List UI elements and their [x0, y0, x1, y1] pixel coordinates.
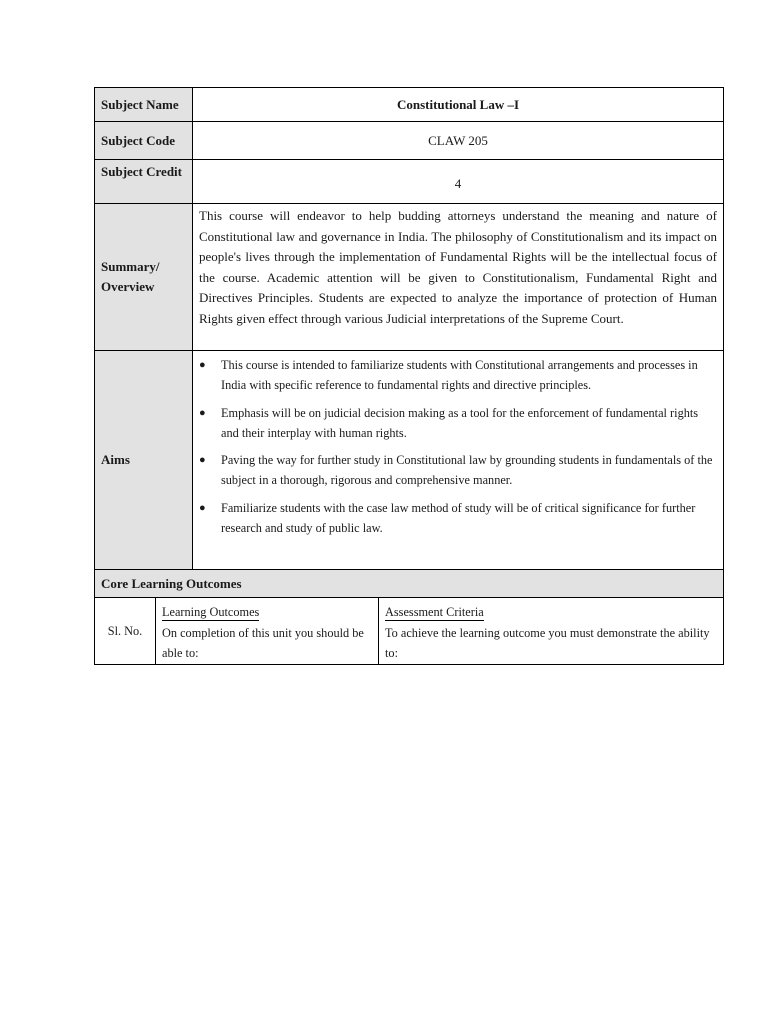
summary-text: This course will endeavor to help budding attorneys understand the meaning and nature of Constitutional law and governance in India. The philosophy of Constitutionalism and its impact on people's lives through the implementation of Fundamental Rights will be the intellectual focus of the course. Academic attention will be given to Constitutionalism, Fundamental Right and Directives Principles. Students are expected to analyze the importance of protection of Human Rights given effect through various Judicial interpretations of the Supreme Court. [193, 204, 724, 351]
subject-code-value: CLAW 205 [193, 122, 724, 160]
subject-name-label: Subject Name [95, 88, 193, 122]
aims-list-cell [193, 351, 724, 570]
learning-outcomes-cell [156, 598, 379, 665]
course-spec-table [94, 87, 724, 598]
learning-outcomes-row [95, 598, 724, 665]
learning-outcomes-heading: Learning Outcomes [162, 605, 260, 619]
assessment-criteria-text: To achieve the learning outcome you must demonstrate the ability to: [385, 626, 710, 660]
course-spec-document [94, 87, 723, 665]
summary-label-line1: Summary/ [101, 259, 160, 274]
assessment-criteria-heading: Assessment Criteria [385, 605, 484, 619]
assessment-criteria-cell [379, 598, 724, 665]
subject-credit-value: 4 [193, 160, 724, 204]
subject-code-row [95, 122, 724, 160]
subject-credit-row [95, 160, 724, 204]
aims-list-item: ● Familiarize students with the case law method of study will be of critical significance for further research and study of public law. [193, 498, 715, 539]
bullet-icon: ● [199, 501, 206, 514]
aims-label: Aims [95, 351, 193, 570]
summary-label-line2: Overview [101, 279, 155, 294]
summary-label [95, 204, 193, 351]
subject-name-value: Constitutional Law –I [193, 88, 724, 122]
aims-list-item: ● Paving the way for further study in Constitutional law by grounding students in fundamentals of the subject in a thorough, rigorous and comprehensive manner. [193, 450, 715, 491]
bullet-icon: ● [199, 406, 206, 419]
learning-outcomes-table [94, 597, 724, 665]
subject-code-label: Subject Code [95, 122, 193, 160]
sl-no-header: Sl. No. [95, 598, 156, 665]
aims-list [193, 355, 723, 538]
aims-list-item: ● This course is intended to familiarize students with Constitutional arrangements and processes in India with specific reference to fundamental rights and directive principles. [193, 355, 715, 396]
core-outcomes-label: Core Learning Outcomes [95, 570, 724, 598]
learning-outcomes-text: On completion of this unit you should be able to: [162, 626, 364, 660]
aims-row [95, 351, 724, 570]
bullet-icon: ● [199, 454, 206, 467]
aims-list-item: ● Emphasis will be on judicial decision making as a tool for the enforcement of fundamental rights and their interplay with human rights. [193, 403, 715, 444]
subject-credit-label: Subject Credit [95, 160, 193, 204]
bullet-icon: ● [199, 359, 206, 371]
subject-name-row [95, 88, 724, 122]
summary-row [95, 204, 724, 351]
core-outcomes-row [95, 570, 724, 598]
